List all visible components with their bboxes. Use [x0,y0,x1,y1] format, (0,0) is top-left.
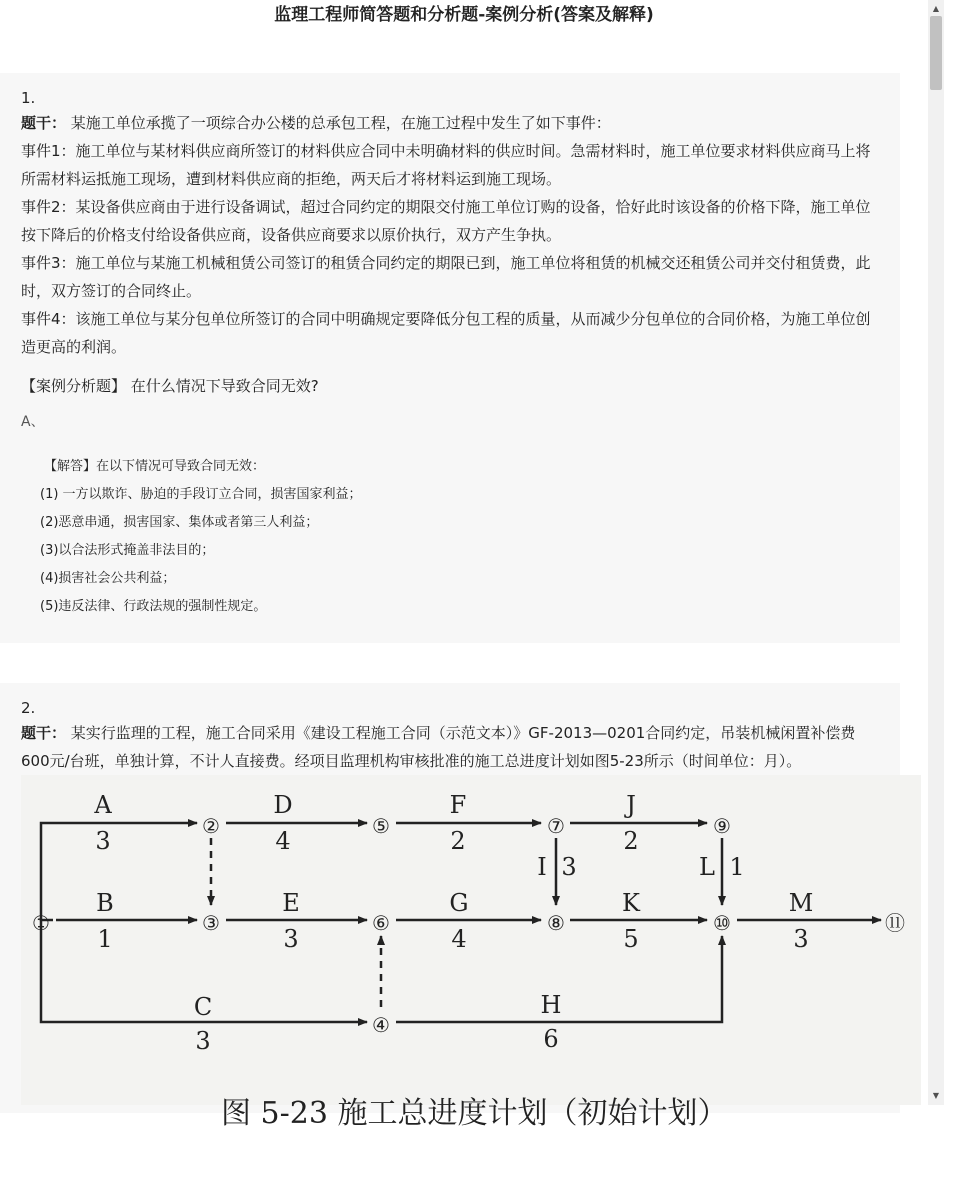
answer-line: (1) 一方以欺诈、胁迫的手段订立合同，损害国家利益； [40,487,362,502]
question-stem [21,719,881,775]
event-2: 事件2：某设备供应商由于进行设备调试，超过合同约定的期限交付施工单位订购的设备，恰好此时该设备的价格下降，施工单位按下降后的价格支付给设备供应商，设备供应商要求以原价执行，双方产生争执。 [21,198,871,244]
activity-F-label: F [449,791,467,819]
activity-E-duration: 3 [283,925,299,953]
node-8: ⑧ [547,911,565,935]
activity-D-label: D [273,791,293,819]
activity-J-duration: 2 [623,827,639,855]
answer-line: 【解答】在以下情况可导致合同无效： [44,459,266,474]
question-stem [21,109,881,137]
activity-D-duration: 4 [275,827,291,855]
network-diagram-image [21,775,921,1131]
activity-K-label: K [622,889,640,917]
answer-line: (4)损害社会公共利益； [40,571,176,586]
node-1: ① [32,911,50,935]
network-diagram [21,775,921,1131]
activity-F-duration: 2 [450,827,466,855]
node-6: ⑥ [372,911,390,935]
activity-B-duration: 1 [97,925,113,953]
node-7: ⑦ [547,814,565,838]
vertical-scrollbar[interactable] [928,0,944,1105]
activity-A-label: A [94,791,112,819]
stem-label: 题干： [21,114,67,132]
activity-J-label: J [626,791,636,819]
arrow-A [41,823,197,920]
activity-H-duration: 6 [543,1025,559,1053]
case-question: 【案例分析题】 在什么情况下导致合同无效? [21,377,319,395]
activity-K-duration: 5 [623,925,639,953]
activity-B-label: B [96,889,114,917]
event-3: 事件3：施工单位与某施工机械租赁公司签订的租赁合同约定的期限已到，施工单位将租赁的机械交还租赁公司并交付租赁费，此时，双方签订的合同终止。 [21,254,871,300]
question-card-1 [0,73,900,643]
answer-line: (2)恶意串通，损害国家、集体或者第三人利益； [40,515,319,530]
stem-text: 某施工单位承揽了一项综合办公楼的总承包工程，在施工过程中发生了如下事件： [70,114,611,132]
activity-I-label: I [537,853,547,881]
node-3: ③ [202,911,220,935]
question-number: 2. [21,699,36,717]
node-4: ④ [372,1013,390,1037]
diagram-caption: 图 5-23 施工总进度计划（初始计划） [221,1096,728,1131]
question-number: 1. [21,89,36,107]
activity-L-duration: 1 [729,853,745,881]
activity-C-label: C [193,993,213,1021]
node-9: ⑨ [713,814,731,838]
activity-G-duration: 4 [451,925,467,953]
activity-A-duration: 3 [95,827,111,855]
activity-L-label: L [699,853,715,881]
answer-option: A、 [21,414,45,430]
scroll-up-icon[interactable]: ▲ [932,4,940,13]
answer-block [40,453,880,621]
activity-M-duration: 3 [793,925,809,953]
answer-line: (5)违反法律、行政法规的强制性规定。 [40,599,267,614]
scroll-down-icon[interactable]: ▼ [932,1091,940,1100]
activity-G-label: G [449,889,469,917]
event-4: 事件4：该施工单位与某分包单位所签订的合同中明确规定要降低分包工程的质量，从而减少分包单位的合同价格，为施工单位创造更高的利润。 [21,310,871,356]
page-title: 监理工程师简答题和分析题-案例分析(答案及解释) [274,5,654,25]
event-1: 事件1：施工单位与某材料供应商所签订的材料供应合同中未明确材料的供应时间。急需材料时，施工单位要求材料供应商马上将所需材料运抵施工现场，遭到材料供应商的拒绝，两天后才将材料运到施工现场。 [21,142,871,188]
scrollbar-thumb[interactable] [930,16,942,90]
activity-C-duration: 3 [195,1027,211,1055]
activity-E-label: E [282,889,300,917]
node-2: ② [202,814,220,838]
node-5: ⑤ [372,814,390,838]
activity-M-label: M [788,889,814,917]
node-10: ⑩ [713,911,731,935]
activity-I-duration: 3 [561,853,577,881]
node-11: ⑪ [885,911,905,935]
stem-label: 题干： [21,724,67,742]
stem-text: 某实行监理的工程，施工合同采用《建设工程施工合同（示范文本）》GF-2013—0201合同约定，吊装机械闲置补偿费600元/台班，单独计算，不计人直接费。经项目监理机构审核批准的施工总进度计划如图5-23所示（时间单位：月）。 [21,724,856,770]
answer-line: (3)以合法形式掩盖非法目的； [40,543,215,558]
activity-H-label: H [540,991,562,1019]
